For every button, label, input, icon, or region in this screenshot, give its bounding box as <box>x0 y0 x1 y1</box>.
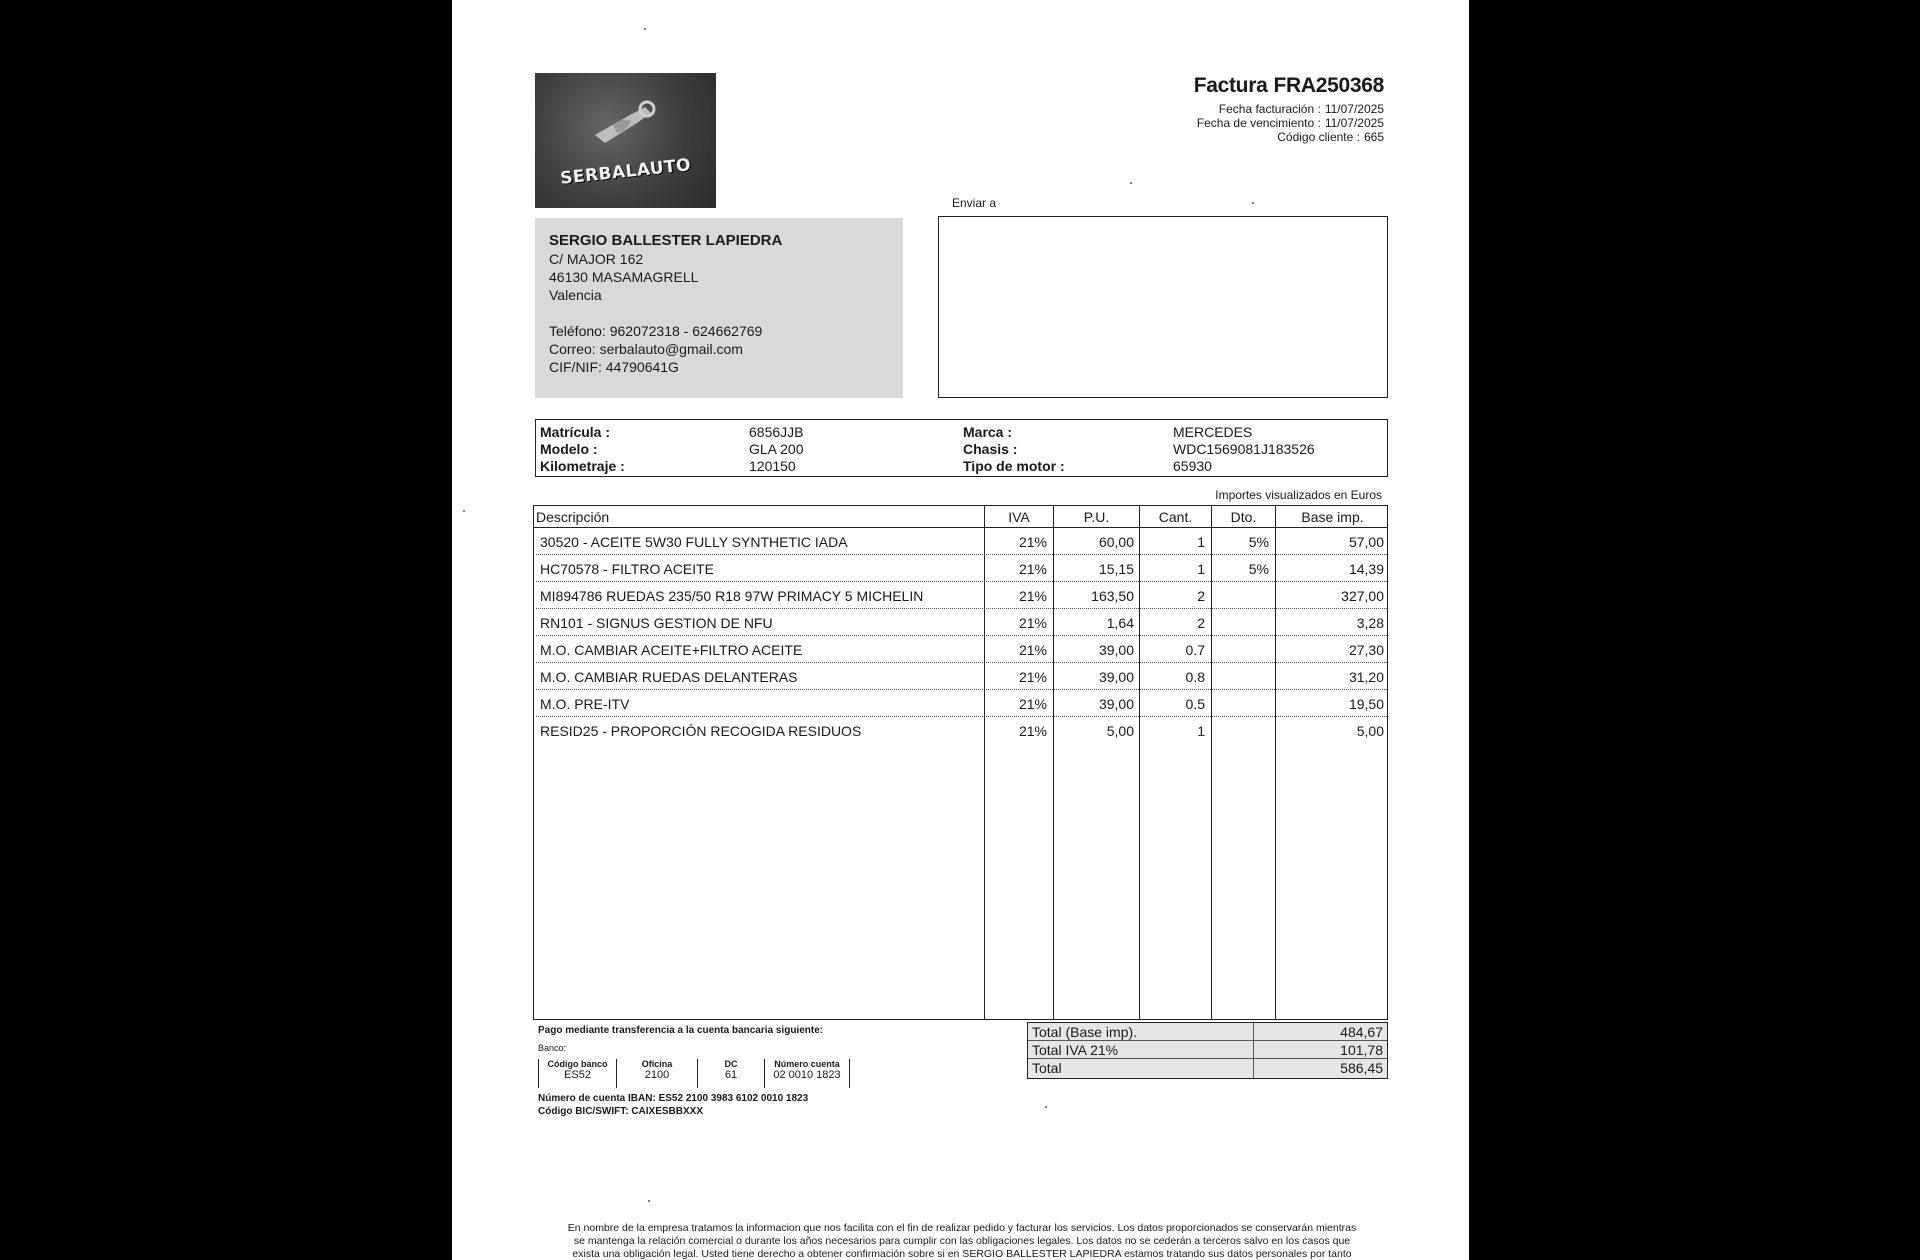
payment-info <box>538 1025 823 1053</box>
chasis-value: WDC1569081J183526 <box>1173 441 1315 457</box>
header-dto: Dto. <box>1230 509 1257 525</box>
row-iva: 21% <box>1018 534 1047 550</box>
oficina-label: Oficina <box>641 1059 673 1069</box>
chasis-label: Chasis : <box>963 441 1018 457</box>
fecha-facturacion-label: Fecha facturación : <box>1218 102 1321 116</box>
oficina-cell <box>616 1059 697 1088</box>
payment-title: Pago mediante transferencia a la cuenta bancaria siguiente: <box>538 1025 824 1036</box>
importes-note: Importes visualizados en Euros <box>1215 488 1382 502</box>
table-header <box>534 506 1387 528</box>
numero-cuenta-label: Número cuenta <box>774 1059 840 1069</box>
items-table <box>533 505 1388 1020</box>
row-descripcion: 30520 - ACEITE 5W30 FULLY SYNTHETIC IADA <box>540 534 848 550</box>
codigo-banco-label: Código banco <box>547 1059 608 1069</box>
row-descripcion: RN101 - SIGNUS GESTION DE NFU <box>540 615 773 631</box>
header-cant: Cant. <box>1158 509 1193 525</box>
row-cant: 0.7 <box>1185 642 1205 658</box>
header-base: Base imp. <box>1301 509 1364 525</box>
row-pu: 60,00 <box>1098 534 1134 550</box>
logo-text: SERBALAUTO <box>559 155 692 189</box>
row-descripcion: RESID25 - PROPORCIÓN RECOGIDA RESIDUOS <box>540 723 862 739</box>
table-row <box>534 636 1387 663</box>
total-iva-row <box>1028 1041 1387 1059</box>
table-row <box>534 555 1387 582</box>
row-descripcion: MI894786 RUEDAS 235/50 R18 97W PRIMACY 5 MICHELIN <box>540 588 924 604</box>
table-row <box>534 690 1387 717</box>
marca-label: Marca : <box>963 424 1013 440</box>
invoice-header <box>1188 74 1384 144</box>
tipo-motor-value: 65930 <box>1173 458 1212 474</box>
row-iva: 21% <box>1018 561 1047 577</box>
row-descripcion: M.O. PRE-ITV <box>540 696 630 712</box>
codigo-banco-value: ES52 <box>564 1069 591 1081</box>
row-base: 19,50 <box>1348 696 1384 712</box>
header-pu: P.U. <box>1083 509 1110 525</box>
numero-cuenta-cell <box>764 1059 850 1088</box>
row-iva: 21% <box>1018 642 1047 658</box>
row-pu: 39,00 <box>1098 696 1134 712</box>
row-base: 14,39 <box>1348 561 1384 577</box>
row-base: 327,00 <box>1341 588 1384 604</box>
total-value: 586,45 <box>1340 1060 1383 1076</box>
tipo-motor-label: Tipo de motor : <box>963 458 1065 474</box>
iban-line: Número de cuenta IBAN: ES52 2100 3983 6102 0010 1823 <box>538 1093 809 1104</box>
row-cant: 2 <box>1197 615 1205 631</box>
codigo-cliente-value: 665 <box>1363 130 1384 144</box>
row-descripcion: M.O. CAMBIAR ACEITE+FILTRO ACEITE <box>540 642 803 658</box>
row-cant: 1 <box>1197 723 1205 739</box>
row-pu: 1,64 <box>1106 615 1134 631</box>
codigo-cliente <box>1188 130 1384 144</box>
table-row <box>534 609 1387 636</box>
row-pu: 39,00 <box>1098 669 1134 685</box>
sender-address-1: C/ MAJOR 162 <box>549 251 644 267</box>
row-base: 3,28 <box>1356 615 1384 631</box>
total-row <box>1028 1059 1387 1077</box>
fecha-vencimiento-label: Fecha de vencimiento : <box>1196 116 1321 130</box>
matricula-label: Matrícula : <box>540 424 611 440</box>
table-row <box>534 582 1387 609</box>
total-label: Total <box>1032 1060 1062 1076</box>
invoice-page <box>452 0 1469 1260</box>
oficina-value: 2100 <box>644 1069 670 1081</box>
marca-value: MERCEDES <box>1173 424 1253 440</box>
table-row <box>534 663 1387 690</box>
modelo-value: GLA 200 <box>749 441 804 457</box>
row-cant: 1 <box>1197 561 1205 577</box>
invoice-meta <box>1188 102 1384 144</box>
row-pu: 39,00 <box>1098 642 1134 658</box>
sender-block <box>535 218 903 398</box>
table-row <box>534 528 1387 555</box>
sender-address-3: Valencia <box>549 287 602 303</box>
invoice-number: FRA250368 <box>1273 74 1384 97</box>
row-dto: 5% <box>1248 534 1269 550</box>
fecha-facturacion <box>1188 102 1384 116</box>
totals-box <box>1027 1022 1388 1079</box>
header-descripcion: Descripción <box>536 509 610 525</box>
vehicle-info <box>535 419 1388 477</box>
dc-label: DC <box>724 1059 738 1069</box>
enviar-a-box <box>938 216 1388 398</box>
dc-cell <box>697 1059 764 1088</box>
codigo-cliente-label: Código cliente : <box>1277 130 1360 144</box>
row-iva: 21% <box>1018 669 1047 685</box>
row-cant: 0.5 <box>1185 696 1205 712</box>
fecha-facturacion-value: 11/07/2025 <box>1324 102 1384 116</box>
row-descripcion: HC70578 - FILTRO ACEITE <box>540 561 715 577</box>
kilometraje-label: Kilometraje : <box>540 458 625 474</box>
bic-line: Código BIC/SWIFT: CAIXESBBXXX <box>538 1106 703 1117</box>
row-descripcion: M.O. CAMBIAR RUEDAS DELANTERAS <box>540 669 798 685</box>
invoice-title <box>1188 74 1384 98</box>
total-iva-value: 101,78 <box>1340 1042 1383 1058</box>
sender-telefono: Teléfono: 962072318 - 624662769 <box>549 323 763 339</box>
banco-label: Banco: <box>538 1043 567 1053</box>
dc-value: 61 <box>724 1069 738 1081</box>
fecha-vencimiento <box>1188 116 1384 130</box>
sender-cif: CIF/NIF: 44790641G <box>549 359 679 375</box>
row-iva: 21% <box>1018 723 1047 739</box>
legal-line-3: exista una obligación legal. Usted tiene derecho a obtener confirmación sobre si en SERGIO BALLESTER LAPIEDRA estamos tratando sus datos personales por tanto <box>572 1248 1352 1260</box>
invoice-label: Factura <box>1193 74 1268 97</box>
row-base: 5,00 <box>1356 723 1384 739</box>
wrench-hand-icon <box>585 95 665 155</box>
row-pu: 15,15 <box>1098 561 1134 577</box>
table-row <box>534 717 1387 744</box>
row-cant: 2 <box>1197 588 1205 604</box>
legal-notice <box>537 1222 1387 1260</box>
numero-cuenta-value: 02 0010 1823 <box>773 1069 841 1081</box>
company-logo <box>535 73 716 208</box>
iban-info <box>538 1092 808 1118</box>
sender-name: SERGIO BALLESTER LAPIEDRA <box>549 232 783 249</box>
modelo-label: Modelo : <box>540 441 598 457</box>
total-base-row <box>1028 1023 1387 1041</box>
legal-line-2: se mantenga la relación comercial o durante los años necesarios para cumplir con las obligaciones legales. Los datos no se cederán a terceros salvo en los casos que <box>573 1235 1351 1247</box>
sender-correo: Correo: serbalauto@gmail.com <box>549 341 743 357</box>
row-iva: 21% <box>1018 696 1047 712</box>
enviar-a-label: Enviar a <box>952 196 997 210</box>
row-cant: 1 <box>1197 534 1205 550</box>
row-dto: 5% <box>1248 561 1269 577</box>
row-iva: 21% <box>1018 588 1047 604</box>
matricula-value: 6856JJB <box>749 424 804 440</box>
total-base-value: 484,67 <box>1340 1024 1383 1040</box>
row-pu: 5,00 <box>1106 723 1134 739</box>
row-iva: 21% <box>1018 615 1047 631</box>
sender-address-2: 46130 MASAMAGRELL <box>549 269 699 285</box>
fecha-vencimiento-value: 11/07/2025 <box>1324 116 1384 130</box>
row-pu: 163,50 <box>1091 588 1134 604</box>
kilometraje-value: 120150 <box>749 458 796 474</box>
codigo-banco-cell <box>538 1059 616 1088</box>
total-base-label: Total (Base imp). <box>1032 1024 1138 1040</box>
header-iva: IVA <box>1008 509 1030 525</box>
row-base: 27,30 <box>1348 642 1384 658</box>
row-base: 31,20 <box>1348 669 1384 685</box>
total-iva-label: Total IVA 21% <box>1032 1042 1119 1058</box>
row-cant: 0.8 <box>1185 669 1205 685</box>
row-base: 57,00 <box>1348 534 1384 550</box>
legal-line-1: En nombre de la empresa tratamos la informacion que nos facilita con el fin de realizar pedido y facturar los servicios. Los datos proporcionados se conservarán mientras <box>567 1222 1357 1234</box>
